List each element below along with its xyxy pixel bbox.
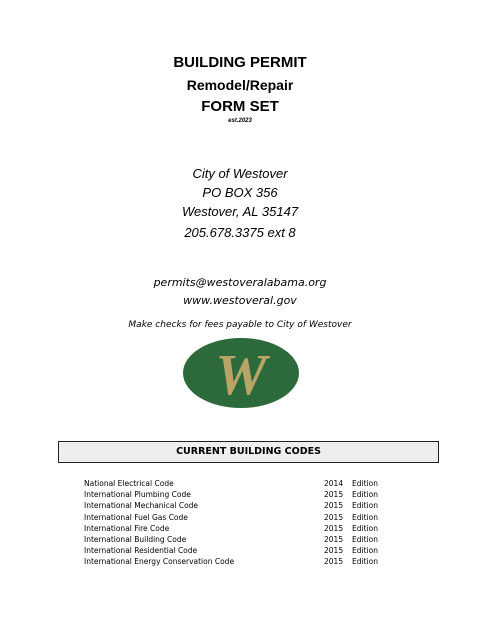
code-row — [84, 500, 404, 511]
code-year: 2015 — [324, 512, 344, 522]
logo-letter: W — [215, 342, 267, 407]
code-name: International Plumbing Code — [84, 490, 191, 500]
code-name: International Mechanical Code — [84, 501, 199, 511]
phone-number: 205.678.3375 ext 8 — [184, 225, 296, 240]
code-year: 2015 — [324, 490, 344, 500]
code-name: International Fuel Gas Code — [84, 512, 188, 522]
westover-logo-icon — [183, 338, 299, 408]
established-year: est.2023 — [228, 118, 252, 124]
email-link[interactable]: permits@westoveralabama.org — [153, 276, 327, 289]
title-remodel-repair: Remodel/Repair — [186, 77, 294, 93]
code-name: International Fire Code — [84, 523, 170, 533]
code-edition: Edition — [352, 490, 378, 500]
address-city-state-zip: Westover, AL 35147 — [181, 204, 299, 219]
code-year: 2014 — [324, 479, 344, 488]
code-year: 2015 — [324, 534, 344, 544]
code-edition: Edition — [352, 512, 378, 522]
code-row — [84, 523, 404, 534]
code-name: National Electrical Code — [84, 479, 174, 488]
code-row — [84, 512, 404, 523]
code-year: 2015 — [324, 501, 344, 511]
title-form-set: FORM SET — [201, 98, 279, 115]
code-year: 2015 — [324, 557, 344, 567]
code-row — [84, 534, 404, 545]
website-link[interactable]: www.westoveral.gov — [183, 294, 297, 307]
code-name: International Residential Code — [84, 546, 198, 556]
code-year: 2015 — [324, 523, 344, 533]
code-edition: Edition — [352, 557, 378, 567]
code-edition: Edition — [352, 534, 378, 544]
building-codes-list — [84, 478, 404, 568]
title-building-permit: BUILDING PERMIT — [173, 54, 307, 71]
code-row — [84, 545, 404, 556]
code-edition: Edition — [352, 546, 378, 556]
code-edition: Edition — [352, 501, 378, 511]
code-row — [84, 556, 404, 567]
code-row — [84, 489, 404, 500]
code-row — [84, 478, 404, 489]
code-name: International Energy Conservation Code — [84, 557, 235, 567]
address-po-box: PO BOX 356 — [202, 185, 278, 200]
code-year: 2015 — [324, 546, 344, 556]
code-edition: Edition — [352, 479, 378, 488]
code-edition: Edition — [352, 523, 378, 533]
checks-payable-note: Make checks for fees payable to City of Westover — [128, 320, 352, 330]
address-city: City of Westover — [192, 166, 288, 181]
code-name: International Building Code — [84, 534, 187, 544]
current-building-codes-header: CURRENT BUILDING CODES — [58, 441, 439, 463]
